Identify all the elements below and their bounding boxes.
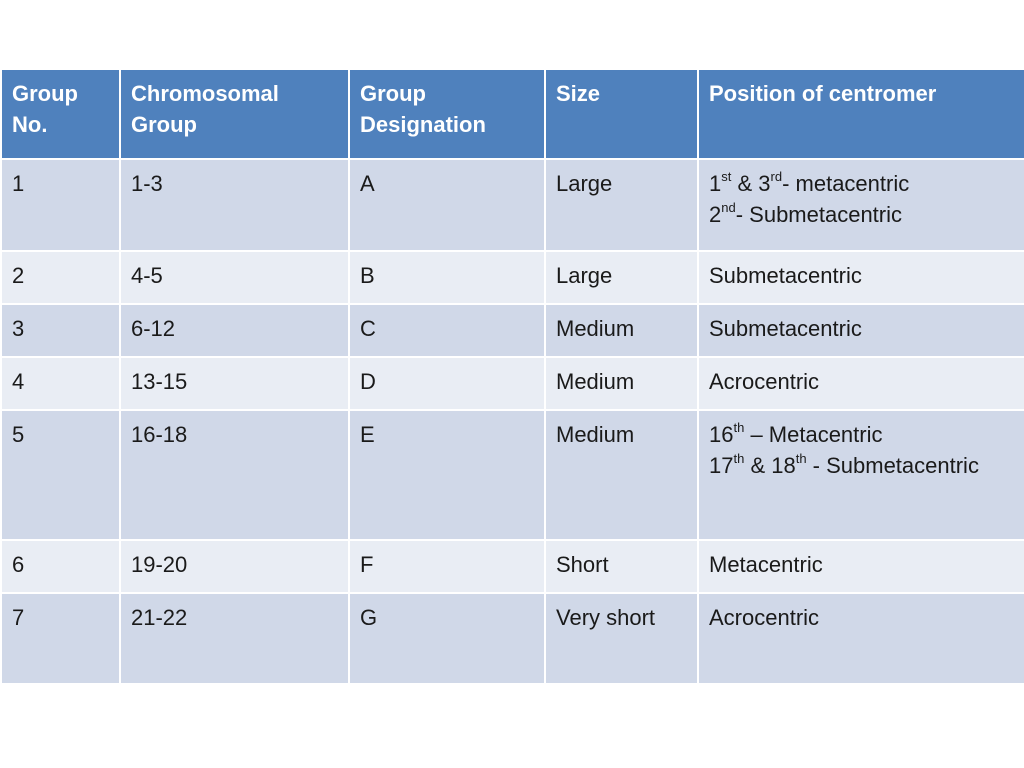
cell-designation: D	[349, 357, 545, 410]
cell-group-no: 6	[1, 540, 120, 593]
cell-position: Submetacentric	[698, 251, 1024, 304]
header-position-of-centromer: Position of centromer	[698, 69, 1024, 159]
cell-size: Medium	[545, 304, 698, 357]
cell-group-no: 7	[1, 593, 120, 684]
position-line-2: 17th & 18th - Submetacentric	[709, 450, 979, 478]
cell-size: Short	[545, 540, 698, 593]
table-row	[1, 159, 1024, 251]
cell-designation: A	[349, 159, 545, 251]
cell-designation: G	[349, 593, 545, 684]
position-line-1: 1st & 3rd- metacentric	[709, 168, 910, 196]
cell-chromosomal-group: 19-20	[120, 540, 349, 593]
cell-chromosomal-group: 16-18	[120, 410, 349, 540]
cell-group-no: 2	[1, 251, 120, 304]
cell-group-no: 1	[1, 159, 120, 251]
table-header-row	[1, 69, 1024, 159]
cell-group-no: 5	[1, 410, 120, 540]
cell-group-no: 4	[1, 357, 120, 410]
table-row	[1, 304, 1024, 357]
cell-size: Very short	[545, 593, 698, 684]
cell-designation: E	[349, 410, 545, 540]
cell-position: Acrocentric	[698, 357, 1024, 410]
cell-chromosomal-group: 21-22	[120, 593, 349, 684]
table-row	[1, 540, 1024, 593]
cell-designation: B	[349, 251, 545, 304]
header-group-designation: Group Designation	[349, 69, 545, 159]
cell-size: Large	[545, 251, 698, 304]
table-row	[1, 251, 1024, 304]
cell-chromosomal-group: 1-3	[120, 159, 349, 251]
header-size: Size	[545, 69, 698, 159]
header-chromosomal-group: Chromosomal Group	[120, 69, 349, 159]
cell-position: Submetacentric	[698, 304, 1024, 357]
cell-chromosomal-group: 13-15	[120, 357, 349, 410]
cell-chromosomal-group: 6-12	[120, 304, 349, 357]
cell-chromosomal-group: 4-5	[120, 251, 349, 304]
position-line-2: 2nd- Submetacentric	[709, 199, 903, 227]
cell-size: Large	[545, 159, 698, 251]
cell-position	[698, 159, 1024, 251]
header-group-no: Group No.	[1, 69, 120, 159]
cell-designation: C	[349, 304, 545, 357]
cell-designation: F	[349, 540, 545, 593]
position-line-1: 16th – Metacentric	[709, 419, 883, 447]
table-row	[1, 593, 1024, 684]
table-row	[1, 410, 1024, 540]
table-row	[1, 357, 1024, 410]
cell-size: Medium	[545, 410, 698, 540]
cell-position: Acrocentric	[698, 593, 1024, 684]
cell-position: Metacentric	[698, 540, 1024, 593]
cell-position	[698, 410, 1024, 540]
chromosome-groups-table	[0, 68, 1024, 685]
cell-group-no: 3	[1, 304, 120, 357]
cell-size: Medium	[545, 357, 698, 410]
